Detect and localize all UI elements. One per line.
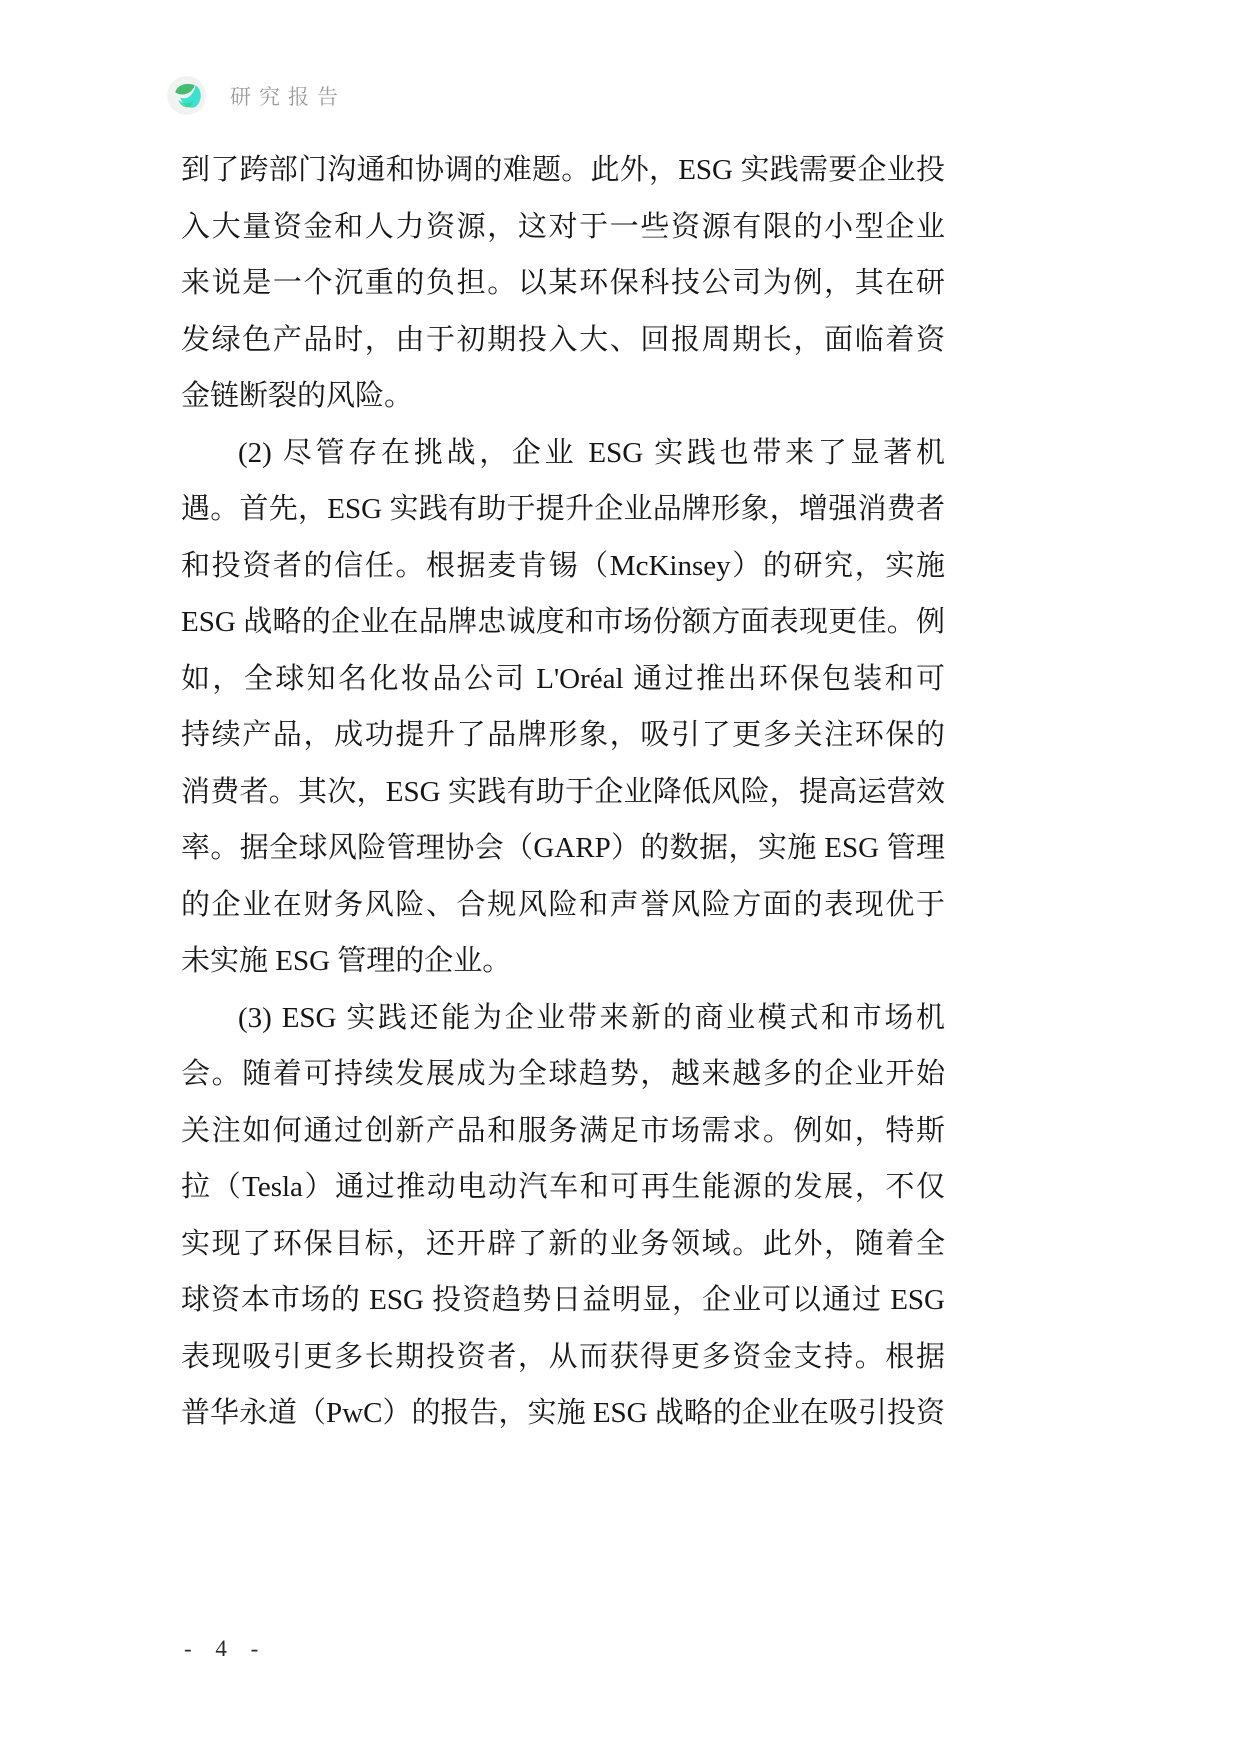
page-header bbox=[167, 76, 346, 115]
text-line: 表现吸引更多长期投资者，从而获得更多资金支持。根据 bbox=[181, 1340, 945, 1373]
text-line: 拉（Tesla）通过推动电动汽车和可再生能源的发展，不仅 bbox=[181, 1171, 945, 1203]
text-line: 率。据全球风险管理协会（GARP）的数据，实施 ESG 管理 bbox=[181, 832, 945, 864]
text-line: 球资本市场的 ESG 投资趋势日益明显，企业可以通过 ESG bbox=[181, 1284, 945, 1316]
text-line: 遇。首先，ESG 实践有助于提升企业品牌形象，增强消费者 bbox=[181, 493, 945, 525]
text-line: 发绿色产品时，由于初期投入大、回报周期长，面临着资 bbox=[181, 323, 945, 356]
text-line: 和投资者的信任。根据麦肯锡（McKinsey）的研究，实施 bbox=[181, 549, 945, 582]
brand-logo-icon bbox=[167, 76, 206, 115]
text-line: ESG 战略的企业在品牌忠诚度和市场份额方面表现更佳。例 bbox=[181, 606, 945, 638]
text-line: 的企业在财务风险、合规风险和声誉风险方面的表现优于 bbox=[181, 888, 945, 921]
text-line: 未实施 ESG 管理的企业。 bbox=[181, 945, 512, 977]
body-text bbox=[181, 142, 945, 1442]
text-line: 到了跨部门沟通和协调的难题。此外，ESG 实践需要企业投 bbox=[181, 154, 945, 186]
text-line: 普华永道（PwC）的报告，实施 ESG 战略的企业在吸引投资 bbox=[181, 1397, 945, 1429]
text-line: (2) 尽管存在挑战，企业 ESG 实践也带来了显著机 bbox=[238, 436, 945, 469]
text-line: 会。随着可持续发展成为全球趋势，越来越多的企业开始 bbox=[181, 1058, 945, 1090]
text-line: (3) ESG 实践还能为企业带来新的商业模式和市场机 bbox=[238, 1001, 945, 1034]
text-line: 持续产品，成功提升了品牌形象，吸引了更多关注环保的 bbox=[181, 719, 945, 751]
text-line: 实现了环保目标，还开辟了新的业务领域。此外，随着全 bbox=[181, 1227, 945, 1260]
page-number: - 4 - bbox=[184, 1636, 268, 1661]
brand-title: 研究报告 bbox=[230, 84, 346, 109]
text-line: 入大量资金和人力资源，这对于一些资源有限的小型企业 bbox=[181, 210, 945, 243]
text-line: 消费者。其次，ESG 实践有助于企业降低风险，提高运营效 bbox=[181, 775, 945, 808]
text-line: 金链断裂的风险。 bbox=[181, 380, 414, 412]
text-line: 关注如何通过创新产品和服务满足市场需求。例如，特斯 bbox=[181, 1114, 945, 1147]
text-line: 如，全球知名化妆品公司 L'Oréal 通过推出环保包装和可 bbox=[181, 662, 945, 695]
text-line: 来说是一个沉重的负担。以某环保科技公司为例，其在研 bbox=[181, 267, 945, 299]
